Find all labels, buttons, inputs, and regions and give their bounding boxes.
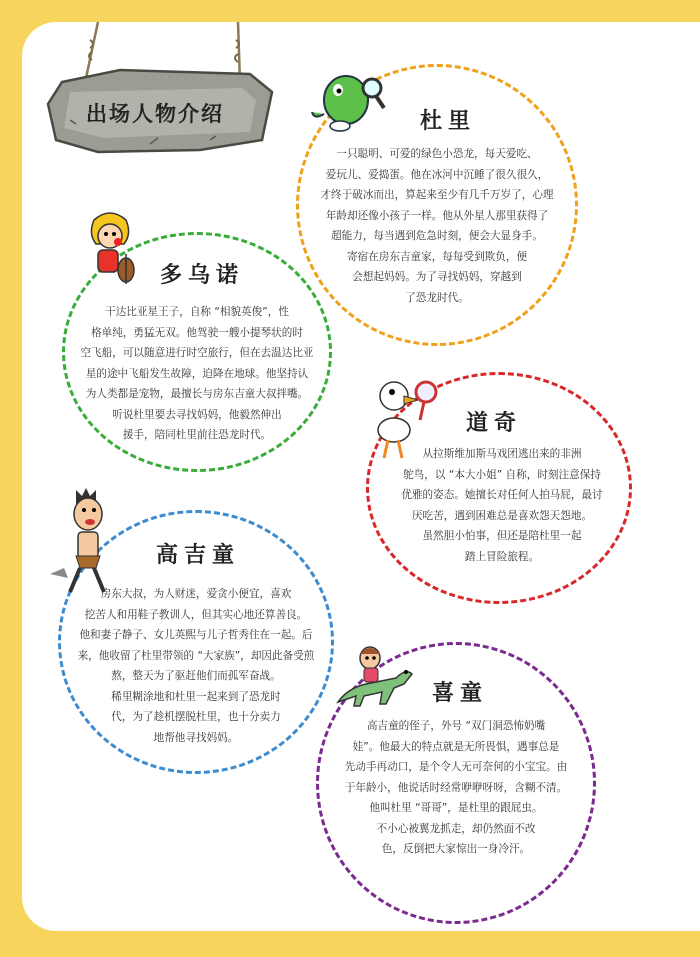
stone-sign-icon [0,0,300,180]
character-desc-daoqi: 从拉斯维加斯马戏团逃出来的非洲 鸵鸟，以 “本大小姐” 自称，时刻注意保持 优雅的姿态。她擅长对任何人拍马屁，最讨 厌吃苦，遇到困难总是喜欢怨天怨地。 虽然胆小怕事，但还是陪杜里一起 踏上冒险旅程。 [401,448,603,563]
character-desc-xitong: 高吉童的侄子，外号 “双门洞恐怖奶嘴 娃”。他最大的特点就是无所畏惧，遇事总是 先动手再动口，是个令人无可奈何的小宝宝。由 于年龄小，他说话时经常咿咿呀呀，含糊不清。 他叫杜里 “哥哥”，是杜里的跟屁虫。 不小心被翼龙抓走，却仍然面不改 色，反倒把大家惊出一身冷汗。 [344,720,568,855]
page-title: 出场人物介绍 [86,102,224,126]
character-desc-duowunuo: 干达比亚星王子，自称 “相貌英俊”，性 格单纯，勇猛无双。他驾驶一艘小提琴状的时 空飞船，可以随意进行时空旅行，但在去温达比亚 星的途中飞船发生故障，迫降在地球。他坚持认 为人类都是宠物，最擅长与房东吉童大叔拌嘴。 听说杜里要去寻找妈妈，他毅然伸出 援手，陪同杜里前往恐龙时代。 [80,306,314,441]
character-name-gaojitong: 高吉童 [156,543,241,568]
character-name-xitong: 喜童 [432,681,489,706]
landlord-man-icon [46,484,132,600]
boy-riding-dinosaur-icon [330,642,416,712]
character-desc-gaojitong: 房东大叔，为人财迷，爱贪小便宜，喜欢 挖苦人和用鞋子教训人，但其实心地还算善良。 他和妻子静子、女儿英熙与儿子哲秀住在一起。后 来，他收留了杜里带领的 “大家族”，却因此备受煎 熬，整天为了驱赶他们而孤军奋战。 稀里糊涂地和杜里一起来到了恐龙时 代，为了趁机摆脱杜里，也十分卖力 地帮他寻找妈妈。 [77,588,315,744]
character-desc-duli: 一只聪明、可爱的绿色小恐龙，每天爱吃、 爱玩儿、爱捣蛋。他在冰河中沉睡了很久很久， 才终于破冰而出，算起来至少有几千万岁了，心理 年龄却还像小孩子一样。他从外星人那里获得了 超能力，每当遇到危急时刻，便会大显身手。 寄宿在房东吉童家，每每受到欺负，便 会想起妈妈。为了寻找妈妈，穿越到 了恐龙时代。 [320,148,554,304]
character-name-duowunuo: 多乌诺 [160,263,245,288]
alien-prince-icon [80,206,140,290]
green-dinosaur-icon [310,64,390,136]
character-name-daoqi: 道奇 [466,411,523,436]
character-name-duli: 杜里 [420,109,477,134]
